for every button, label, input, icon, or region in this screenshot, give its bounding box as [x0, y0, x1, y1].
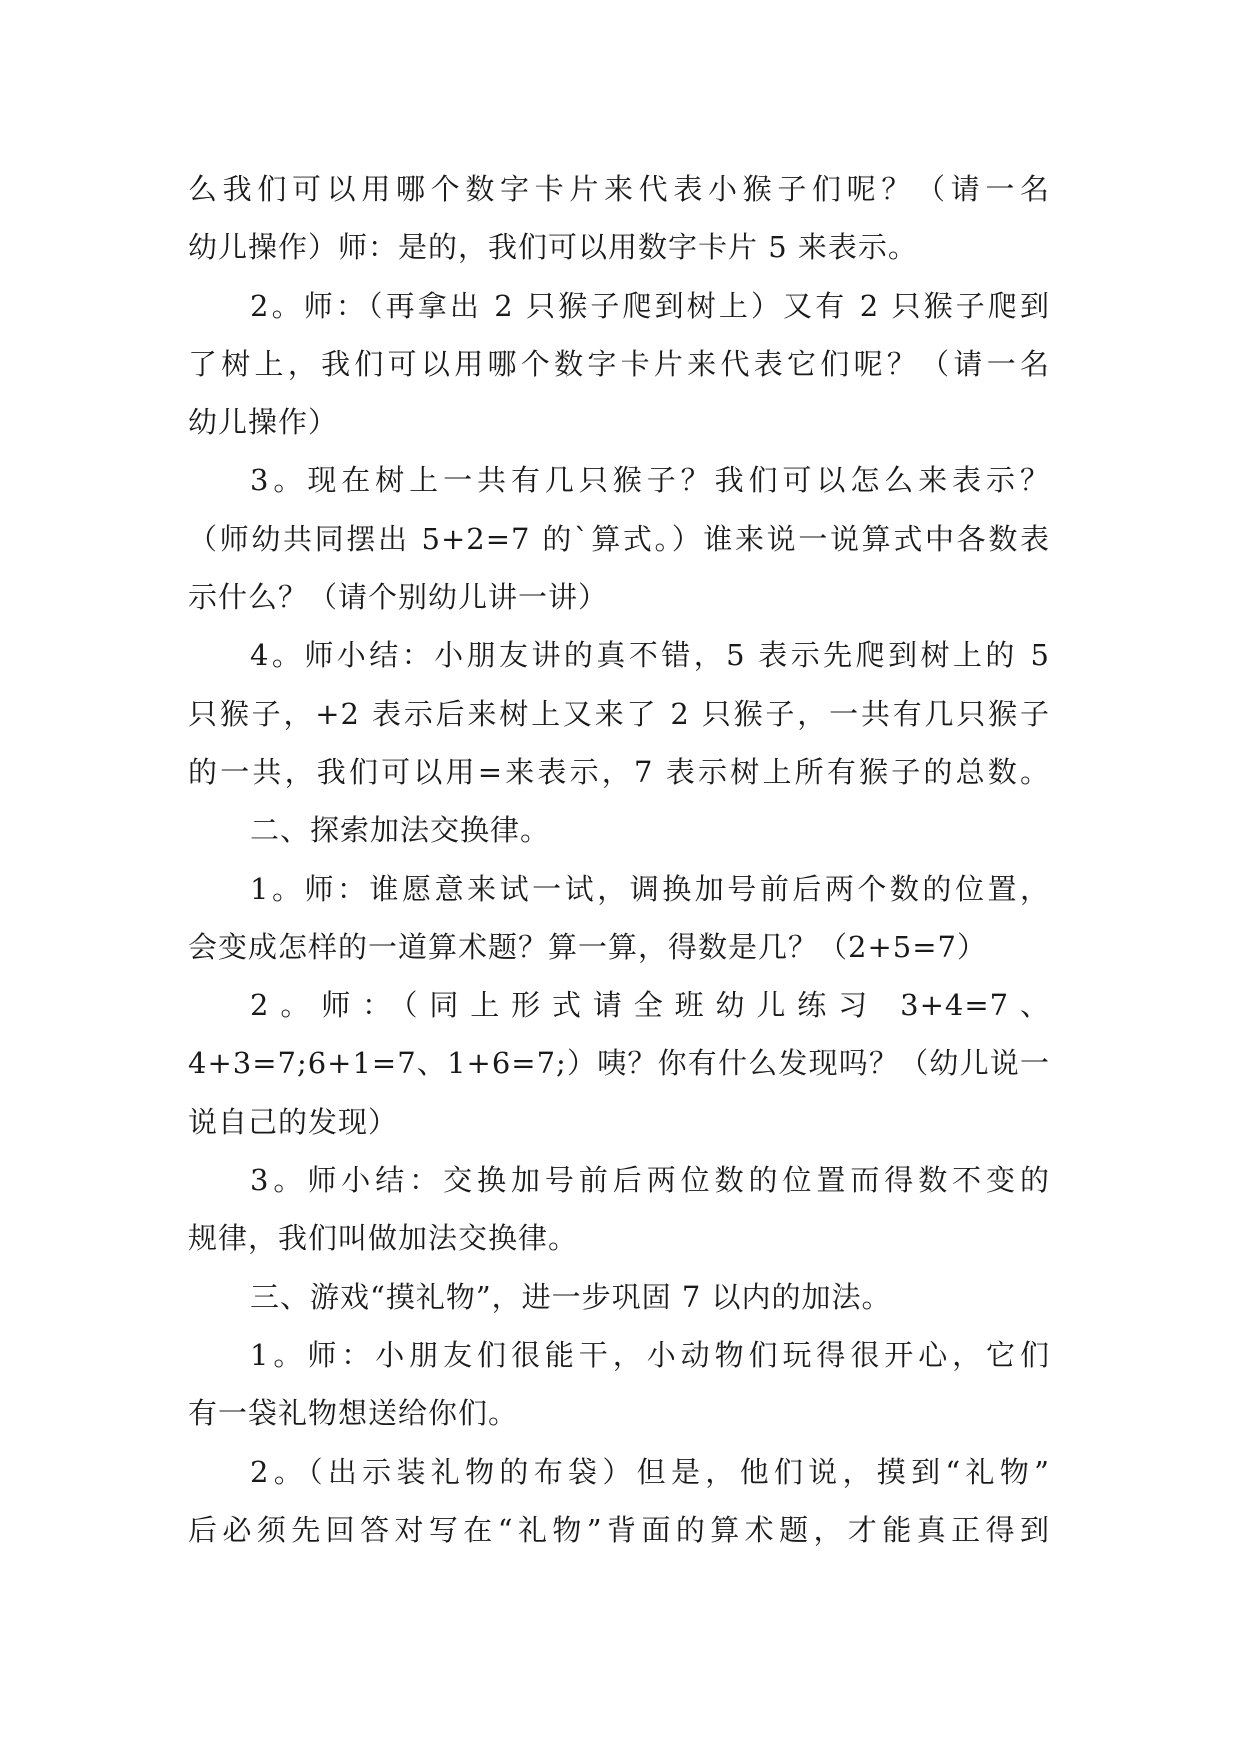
- text-line: 有一袋礼物想送给你们。: [188, 1396, 519, 1431]
- text-line: 1。师：小朋友们很能干，小动物们玩得很开心，它们: [250, 1337, 1050, 1372]
- text-line: 3。现在树上一共有几只猴子？我们可以怎么来表示？: [250, 463, 1050, 498]
- text-line: 后必须先回答对写在“礼物”背面的算术题，才能真正得到: [188, 1512, 1050, 1547]
- text-line: 4。师小结：小朋友讲的真不错，5 表示先爬到树上的 5: [250, 638, 1050, 673]
- text-line: 说自己的发现）: [188, 1104, 399, 1139]
- text-line: 2。（出示装礼物的布袋）但是，他们说，摸到“礼物”: [250, 1454, 1050, 1489]
- text-line: 3。师小结：交换加号前后两位数的位置而得数不变的: [250, 1163, 1050, 1198]
- text-line: （师幼共同摆出 5+2=7 的`算式。）谁来说一说算式中各数表: [188, 521, 1050, 556]
- text-line: 只猴子，+2 表示后来树上又来了 2 只猴子，一共有几只猴子: [188, 696, 1050, 731]
- document-body: [188, 160, 1050, 1559]
- text-line: 的一共，我们可以用=来表示，7 表示树上所有猴子的总数。: [188, 754, 1050, 789]
- text-line: 2。师：（同上形式请全班幼儿练习 3+4=7、: [250, 988, 1050, 1023]
- text-line: 4+3=7;6+1=7、1+6=7;）咦？你有什么发现吗？（幼儿说一: [188, 1046, 1050, 1081]
- section-heading: 三、游戏“摸礼物”，进一步巩固 7 以内的加法。: [250, 1279, 892, 1314]
- text-line: 2。师：（再拿出 2 只猴子爬到树上）又有 2 只猴子爬到: [250, 288, 1050, 323]
- text-line: 会变成怎样的一道算术题？算一算，得数是几？（2+5=7）: [188, 929, 987, 964]
- text-line: 幼儿操作）: [188, 405, 339, 440]
- text-line: 规律，我们叫做加法交换律。: [188, 1221, 579, 1256]
- text-line: 幼儿操作）师：是的，我们可以用数字卡片 5 来表示。: [188, 230, 918, 265]
- text-line: 1。师：谁愿意来试一试，调换加号前后两个数的位置，: [250, 871, 1050, 906]
- text-line: 示什么？（请个别幼儿讲一讲）: [188, 580, 609, 615]
- section-heading: 二、探索加法交换律。: [250, 813, 551, 848]
- text-line: 么我们可以用哪个数字卡片来代表小猴子们呢？（请一名: [188, 172, 1050, 206]
- text-line: 了树上，我们可以用哪个数字卡片来代表它们呢？（请一名: [188, 346, 1050, 381]
